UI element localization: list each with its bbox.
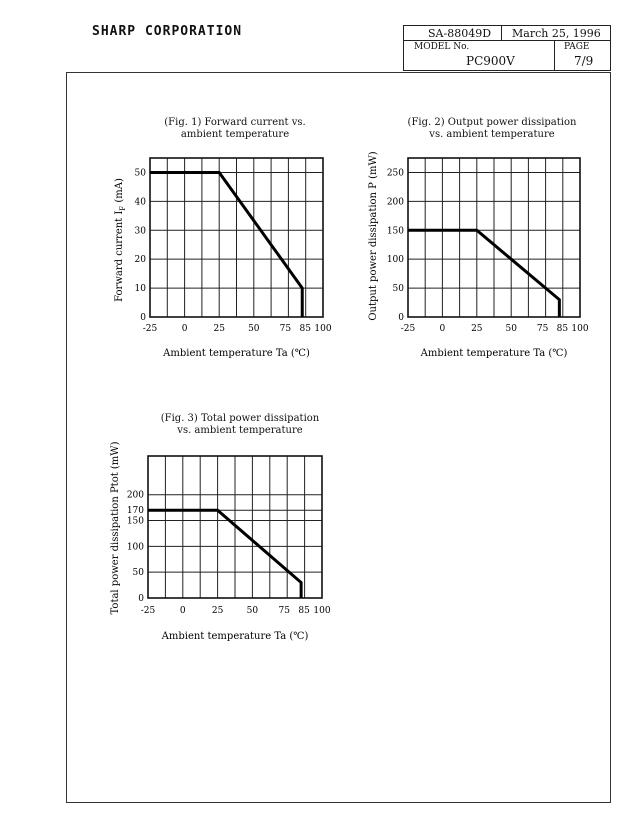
fig2-x-axis-label: Ambient temperature Ta (℃) xyxy=(420,348,568,359)
company-name: SHARP CORPORATION xyxy=(92,24,243,39)
fig2-y-tick-label: 200 xyxy=(386,197,404,208)
fig2-x-tick-label: 100 xyxy=(571,324,589,334)
page-number: 7/9 xyxy=(574,54,594,68)
fig2-y-tick-label: 100 xyxy=(386,255,404,266)
fig1-x-tick-label: 0 xyxy=(181,324,188,334)
fig1-y-axis-label-subscript: F xyxy=(119,205,127,211)
fig3-y-tick-label: 100 xyxy=(126,542,144,553)
fig2-title: (Fig. 2) Output power dissipation vs. ambient temperature xyxy=(407,117,577,140)
document-date: March 25, 1996 xyxy=(512,27,601,40)
fig1-y-tick-label: 30 xyxy=(134,226,146,237)
fig2-y-tick-label: 250 xyxy=(386,168,404,179)
fig2-x-tick-label: 25 xyxy=(471,324,483,334)
fig1-x-tick-label: 25 xyxy=(213,324,225,334)
fig3-y-axis-label: Total power dissipation Ptot (mW) xyxy=(110,441,121,615)
fig1-x-tick-label: 75 xyxy=(279,324,292,334)
fig2-y-axis-label: Output power dissipation P (mW) xyxy=(368,151,379,321)
fig1-x-tick-label: 85 xyxy=(299,324,311,334)
fig2-y-tick-label: 0 xyxy=(398,313,404,323)
fig3-y-tick-label: 170 xyxy=(126,506,144,517)
fig1-x-tick-label: 100 xyxy=(314,324,332,334)
fig2-derating-curve xyxy=(408,230,559,317)
fig3-y-tick-label: 50 xyxy=(132,568,144,579)
fig3-x-tick-label: 85 xyxy=(298,606,310,616)
fig1-y-tick-label: 20 xyxy=(134,255,146,266)
fig3-title: (Fig. 3) Total power dissipation vs. ambient temperature xyxy=(160,413,320,436)
fig2-x-tick-label: 0 xyxy=(439,324,446,334)
fig2-x-tick-label: 50 xyxy=(505,324,517,334)
fig2-y-tick-label: 150 xyxy=(386,226,404,237)
model-number: PC900V xyxy=(466,54,515,68)
fig3-y-tick-label: 200 xyxy=(126,490,144,501)
fig1-x-tick-label: -25 xyxy=(142,324,158,334)
fig1-y-tick-label: 10 xyxy=(134,284,146,295)
fig1-y-tick-label: 0 xyxy=(140,313,146,323)
fig3-derating-curve xyxy=(148,510,301,598)
fig1-y-tick-label: 40 xyxy=(134,197,146,208)
document-number: SA-88049D xyxy=(428,27,492,40)
fig1-y-axis-label: Forward current $I_F$ (mA) xyxy=(114,178,127,302)
model-label: MODEL No. xyxy=(414,42,470,52)
fig1-y-tick-label: 50 xyxy=(134,168,146,179)
fig1-y-axis-label-unit: (mA) xyxy=(114,178,125,206)
fig3-x-tick-label: 25 xyxy=(211,606,224,616)
fig3-x-tick-label: 75 xyxy=(278,606,290,616)
fig2-x-tick-label: 85 xyxy=(556,324,569,334)
fig1-x-axis-label: Ambient temperature Ta (℃) xyxy=(163,348,310,359)
fig3-x-tick-label: 100 xyxy=(313,606,331,616)
fig1-x-tick-label: 50 xyxy=(248,324,260,334)
fig3-x-tick-label: -25 xyxy=(140,606,156,616)
fig1-title: (Fig. 1) Forward current vs. ambient temperature xyxy=(164,117,306,140)
fig3-x-tick-label: 0 xyxy=(179,606,186,616)
fig2-x-tick-label: -25 xyxy=(400,324,416,334)
fig3-x-axis-label: Ambient temperature Ta (℃) xyxy=(161,631,309,642)
fig3-y-tick-label: 0 xyxy=(138,594,144,604)
fig3-y-tick-label: 150 xyxy=(126,516,144,527)
fig1-derating-curve xyxy=(150,172,302,317)
page-label: PAGE xyxy=(564,42,590,52)
fig2-x-tick-label: 75 xyxy=(536,324,549,334)
fig3-x-tick-label: 50 xyxy=(246,606,259,616)
fig2-y-tick-label: 50 xyxy=(392,284,404,295)
